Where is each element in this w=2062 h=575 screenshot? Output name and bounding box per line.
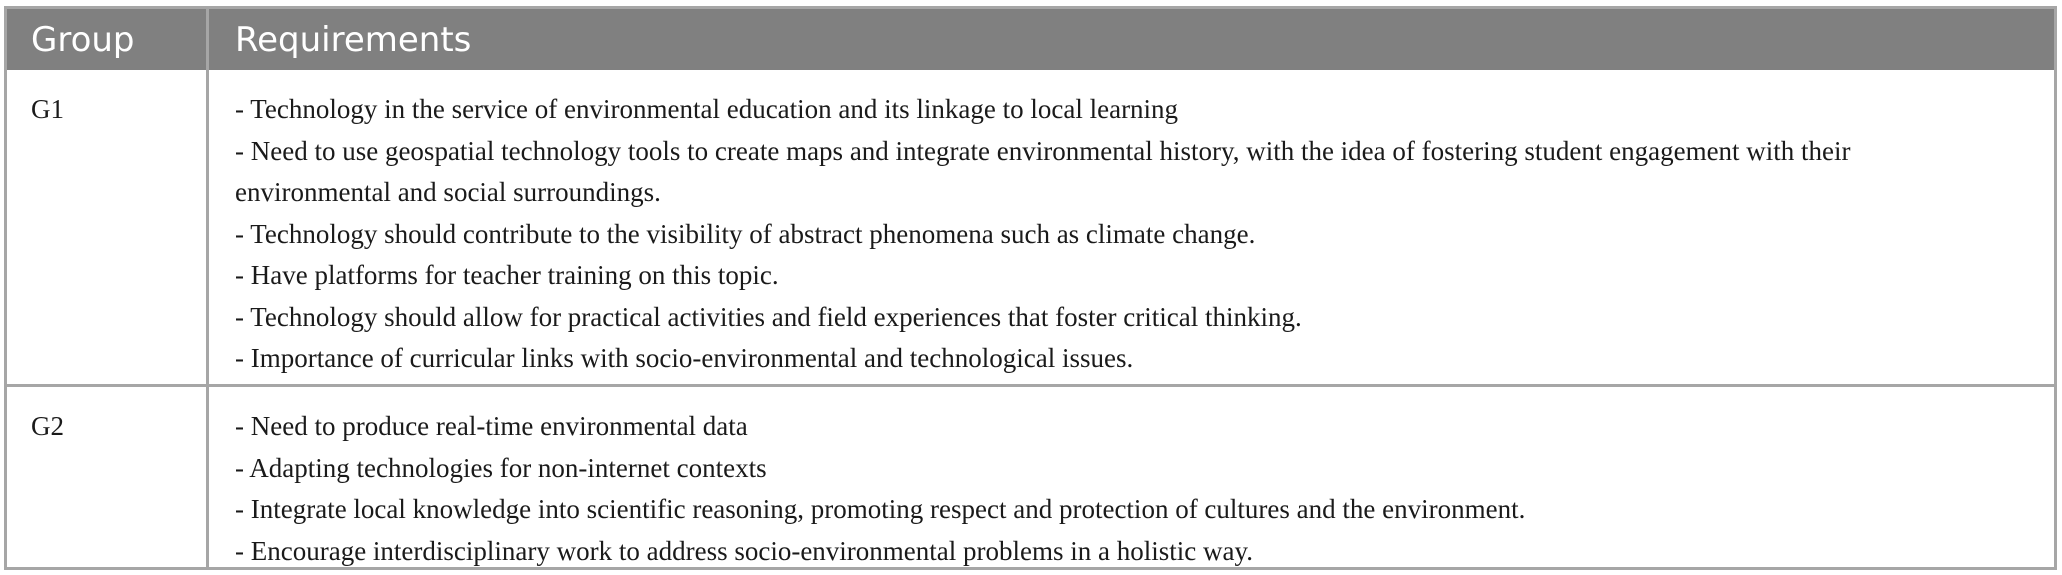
requirement-item: - Importance of curricular links with socio-environmental and technological issues. bbox=[235, 343, 1134, 373]
table-header-row bbox=[7, 9, 2054, 70]
requirements-cell bbox=[209, 70, 2054, 384]
header-group: Group bbox=[7, 9, 209, 70]
requirement-item: - Have platforms for teacher training on this topic. bbox=[235, 260, 779, 290]
requirement-item: - Adapting technologies for non-internet contexts bbox=[235, 452, 767, 483]
requirements-table bbox=[4, 6, 2057, 570]
group-cell bbox=[7, 387, 209, 567]
requirement-item: - Need to use geospatial technology tools to create maps and integrate environmental history, with the idea of fostering student engagement with their environmental and social surroundings. bbox=[235, 135, 1851, 207]
requirement-item: - Encourage interdisciplinary work to address socio-environmental problems in a holistic way. bbox=[235, 535, 1253, 566]
requirement-item: - Technology should contribute to the visibility of abstract phenomena such as climate change. bbox=[235, 218, 1256, 249]
table-row bbox=[7, 70, 2054, 387]
requirement-item: - Integrate local knowledge into scientific reasoning, promoting respect and protection of cultures and the environment. bbox=[235, 494, 1526, 524]
requirement-item: - Technology in the service of environmental education and its linkage to local learning bbox=[235, 94, 1179, 124]
requirement-item: - Technology should allow for practical activities and field experiences that foster critical thinking. bbox=[235, 301, 1302, 332]
group-cell bbox=[7, 70, 209, 384]
requirement-item: - Need to produce real-time environmental data bbox=[235, 411, 748, 441]
requirements-cell bbox=[209, 387, 2054, 567]
table-row bbox=[7, 387, 2054, 567]
header-requirements: Requirements bbox=[235, 19, 472, 60]
group-label: G1 bbox=[31, 94, 64, 124]
group-label: G2 bbox=[31, 411, 64, 441]
